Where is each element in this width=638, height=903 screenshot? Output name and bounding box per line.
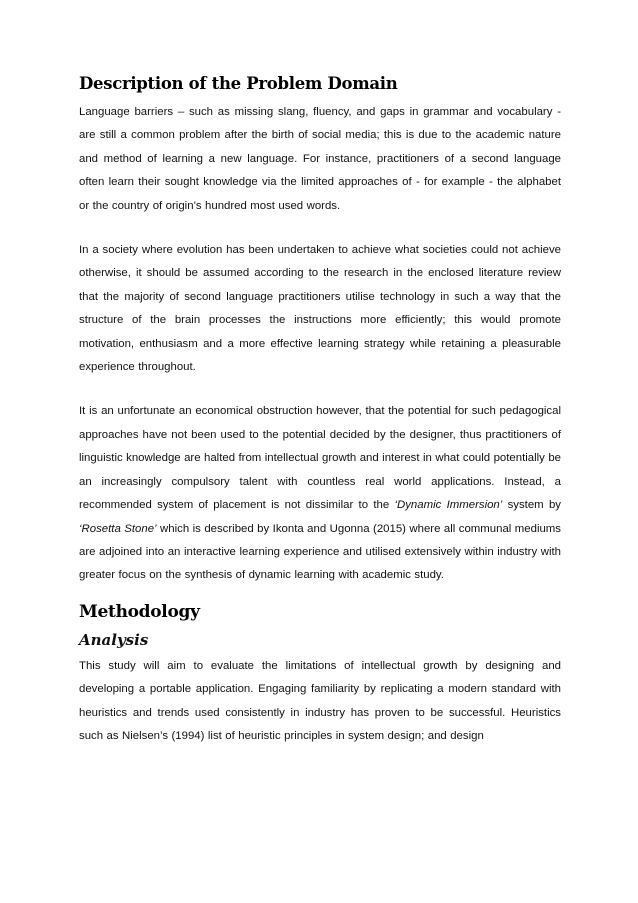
emphasis-dynamic-immersion: ‘Dynamic Immersion’: [394, 499, 503, 512]
paragraph-analysis: This study will aim to evaluate the limitations of intellectual growth by designing and developing a portable application. Engaging familiarity by replicating a modern standard with heuristics and trends used consistently in industry has proven to be successful. Heuristics such as Nielsen’s (1994) list of heuristic principles in system design; and design: [79, 659, 561, 742]
section-heading-methodology: Methodology: [79, 601, 200, 622]
emphasis-rosetta-stone: ‘Rosetta Stone’: [79, 522, 157, 535]
paragraph-text: system by: [502, 499, 561, 512]
paragraph-society-evolution: In a society where evolution has been undertaken to achieve what societies could not achieve otherwise, it should be assumed according to the research in the enclosed literature review that the majority of second language practitioners utilise technology in such a way that the structure of the brain processes the instructions more efficiently; this would promote motivation, enthusiasm and a more effective learning strategy while retaining a pleasurable experience throughout.: [79, 244, 561, 374]
subheading-analysis: Analysis: [79, 630, 149, 649]
paragraph-language-barriers: Language barriers – such as missing slang, fluency, and gaps in grammar and vocabulary - are still a common problem after the birth of social media; this is due to the academic nature and method of learning a new language. For instance, practitioners of a second language often learn their sought knowledge via the limited approaches of - for example - the alphabet or the country of origin’s hundred most used words.: [79, 106, 561, 212]
paragraph-text: It is an unfortunate an economical obstruction however, that the potential for such pedagogical approaches have not been used to the potential decided by the designer, thus practitioners of linguistic knowledge are halted from intellectual growth and interest in what could potentially be an increasingly compulsory talent with countless real world applications. Instead, a recommended system of placement is not dissimilar to the: [79, 405, 561, 512]
paragraph-economical-obstruction: [79, 400, 561, 587]
paragraph-text: which is described by Ikonta and Ugonna (2015) where all communal mediums are adjoined into an interactive learning experience and utilised extensively within industry with greater focus on the synthesis of dynamic learning with academic study.: [79, 522, 561, 582]
section-heading-problem-domain: Description of the Problem Domain: [79, 74, 398, 93]
